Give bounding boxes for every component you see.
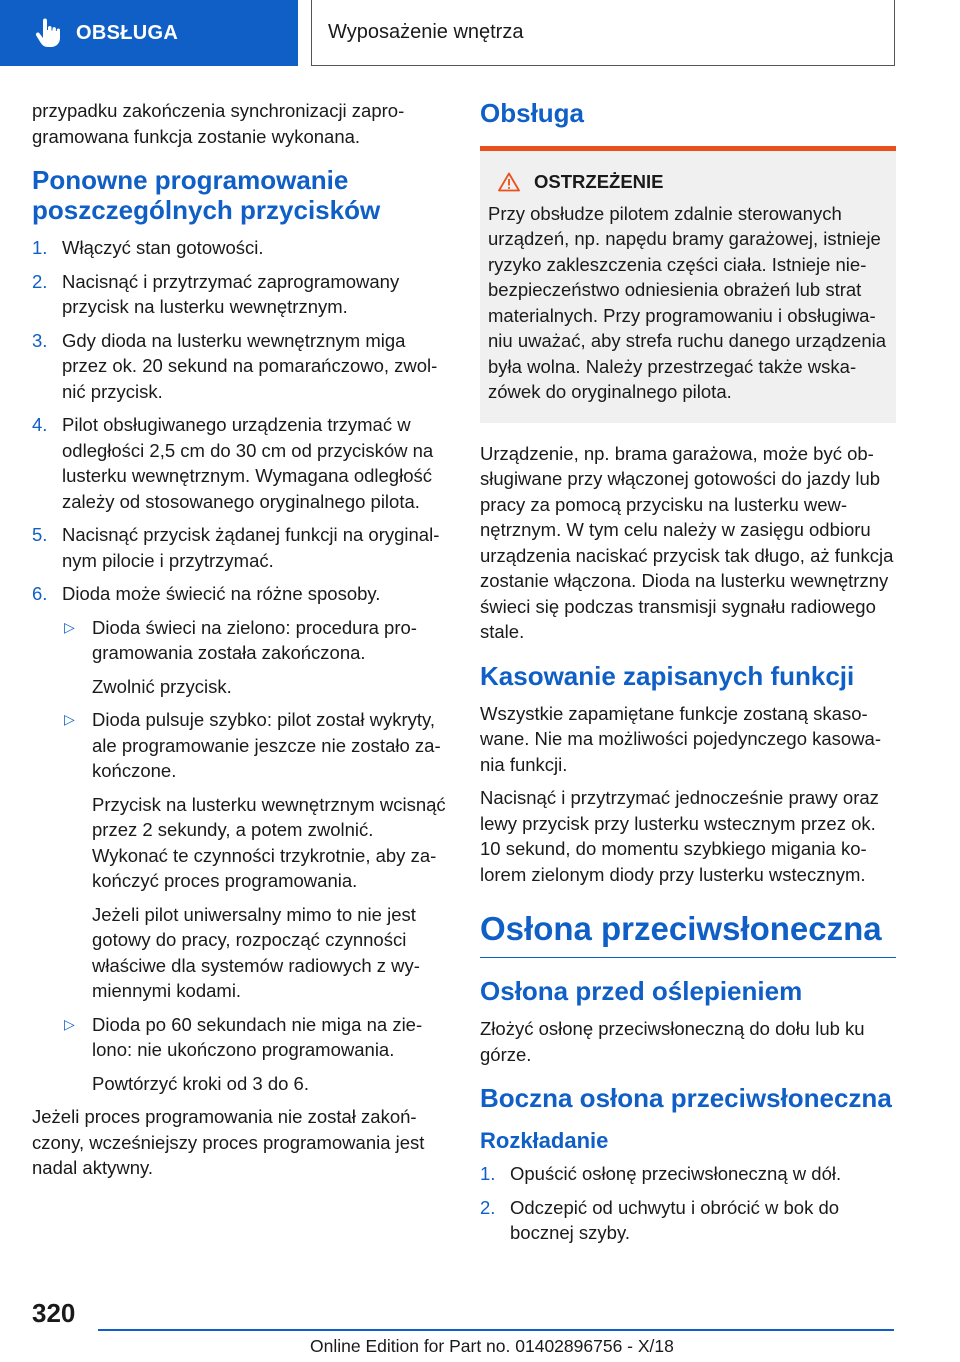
warning-text: Przy obsłudze pilotem zdalnie sterowanych urządzeń, np. napędu bramy garażowej, istnieje ryzyko zakleszczenia części ciała. Istnieje niebezpieczeństwo odniesienia obrażeń lub strat materialnych. Przy programowaniu i obsługiwaniu uważać, aby strefa ruchu danego urządzenia była wolna. Należy przestrzegać także wskazówek do oryginalnego pilota. <box>488 202 887 402</box>
bullet-note: Zwolnić przycisk. <box>92 675 232 697</box>
heading-side-visor: Boczna osłona przeciwsłoneczna <box>480 1083 892 1113</box>
glare-paragraph: Złożyć osłonę przeciwsłoneczną do dołu lub ku górze. <box>480 1018 865 1065</box>
heading-glare-shield: Osłona przed oślepieniem <box>480 976 803 1006</box>
operation-paragraph: Urządzenie, np. brama garażowa, może być obsługiwane przy włączonej gotowości do jazdy lub pracy za pomocą przycisku na lusterku wewnętrznym. W tym celu należy w zasięgu odbioru urządzenia naciskać przycisk tak długo, aż funkcja zostanie włączona. Dioda na lusterku wewnętrzny świeci się podczas transmisji sygnału radiowego stale. <box>480 442 894 642</box>
section-tab[interactable] <box>0 0 298 66</box>
step-number: 4. <box>32 414 48 435</box>
bullet-text: Dioda po 60 sekundach nie miga na zielono: nie ukończono programowania. <box>92 1013 423 1060</box>
warning-title <box>498 169 888 195</box>
edition-text: Online Edition for Part no. 01402896756 - X/18 <box>310 1336 674 1356</box>
step-text: Pilot obsługiwanego urządzenia trzymać w odległości 2,5 cm do 30 cm od przycisków na lusterku wewnętrznym. Wymagana odległość zależy od stosowanego oryginalnego pilota. <box>62 414 434 512</box>
step-number: 1. <box>480 1163 496 1184</box>
step-number: 5. <box>32 524 48 545</box>
closing-paragraph: Jeżeli proces programowania nie został zakończony, wcześniejszy proces programowania jest nadal aktywny. <box>32 1106 425 1178</box>
step-text: Dioda może świecić na różne sposoby. <box>62 583 381 604</box>
step-number: 6. <box>32 583 48 604</box>
chapter-title: Wyposażenie wnętrza <box>311 0 895 66</box>
right-column <box>480 98 896 1254</box>
heading-unfolding: Rozkładanie <box>480 1128 609 1153</box>
list-item <box>32 328 452 405</box>
step-number: 1. <box>32 237 48 258</box>
heading-reprogramming: Ponowne programowanie poszczególnych przycisków <box>32 165 381 225</box>
heading-operation: Obsługa <box>480 98 585 128</box>
step-text: Nacisnąć przycisk żądanej funkcji na oryginalnym pilocie i przytrzymać. <box>62 524 440 571</box>
page-header <box>0 0 960 66</box>
list-item <box>62 707 452 1004</box>
bullet-note: Jeżeli pilot uniwersalny mimo to nie jest gotowy do pracy, rozpocząć czynności właściwe dla systemów radiowych z wymiennymi kodami. <box>92 903 420 1001</box>
programming-steps <box>32 235 452 1096</box>
page-number: 320 <box>32 1298 76 1328</box>
warning-triangle-icon <box>498 172 520 192</box>
step-text: Odczepić od uchwytu i obrócić w bok do bocznej szyby. <box>510 1196 840 1243</box>
list-item <box>480 1195 896 1246</box>
list-item <box>32 235 452 261</box>
footer-divider <box>98 1329 894 1331</box>
step-text: Włączyć stan gotowości. <box>62 237 264 258</box>
triangle-bullet-icon: ▷ <box>64 1015 75 1032</box>
heading-delete-functions: Kasowanie zapisanych funkcji <box>480 660 855 691</box>
list-item <box>32 522 452 573</box>
list-item <box>62 1012 452 1097</box>
bullet-text: Dioda pulsuje szybko: pilot został wykryty, ale programowanie jeszcze nie zostało zakończone. <box>92 709 441 781</box>
step-text: Opuścić osłonę przeciwsłoneczną w dół. <box>510 1163 842 1184</box>
warning-box <box>480 146 896 423</box>
list-item <box>32 412 452 514</box>
bullet-text: Dioda świeci na zielono: procedura programowania została zakończona. <box>92 616 417 663</box>
left-column <box>32 98 452 1189</box>
list-item <box>32 269 452 320</box>
bullet-note: Powtórzyć kroki od 3 do 6. <box>92 1072 309 1094</box>
triangle-bullet-icon: ▷ <box>64 618 75 635</box>
delete-paragraph-1: Wszystkie zapamiętane funkcje zostaną skasowane. Nie ma możliwości pojedynczego kasowania funkcji. <box>480 702 882 775</box>
step-number: 2. <box>480 1196 496 1218</box>
warning-title-text: OSTRZEŻENIE <box>534 171 664 192</box>
unfolding-steps <box>480 1161 896 1246</box>
list-item <box>32 581 452 1096</box>
bullet-note: Przycisk na lusterku wewnętrznym wcisnąć przez 2 sekundy, a potem zwolnić. Wykonać te czynności trzykrotnie, aby zakończyć proces programowania. <box>92 793 446 891</box>
step-number: 3. <box>32 329 48 351</box>
list-item <box>480 1161 896 1187</box>
section-label: OBSŁUGA <box>76 21 179 44</box>
triangle-bullet-icon: ▷ <box>64 711 75 727</box>
list-item <box>62 615 452 700</box>
step-number: 2. <box>32 270 48 292</box>
heading-sun-visor: Osłona przeciwsłoneczna <box>480 909 896 958</box>
intro-paragraph: przypadku zakończenia synchronizacji zaprogramowana funkcja zostanie wykonana. <box>32 100 405 147</box>
pointing-hand-icon <box>34 18 62 48</box>
delete-paragraph-2: Nacisnąć i przytrzymać jednocześnie prawy oraz lewy przycisk przy lusterku wstecznym przez ok. 10 sekund, do momentu szybkiego migania kolorem zielonym diody przy lusterku wstecznym. <box>480 787 879 885</box>
step-text: Nacisnąć i przytrzymać zaprogramowany przycisk na lusterku wewnętrznym. <box>62 270 400 317</box>
step-text: Gdy dioda na lusterku wewnętrznym miga przez ok. 20 sekund na pomarańczowo, zwolnić przycisk. <box>62 329 438 402</box>
led-states-list <box>62 615 452 1097</box>
